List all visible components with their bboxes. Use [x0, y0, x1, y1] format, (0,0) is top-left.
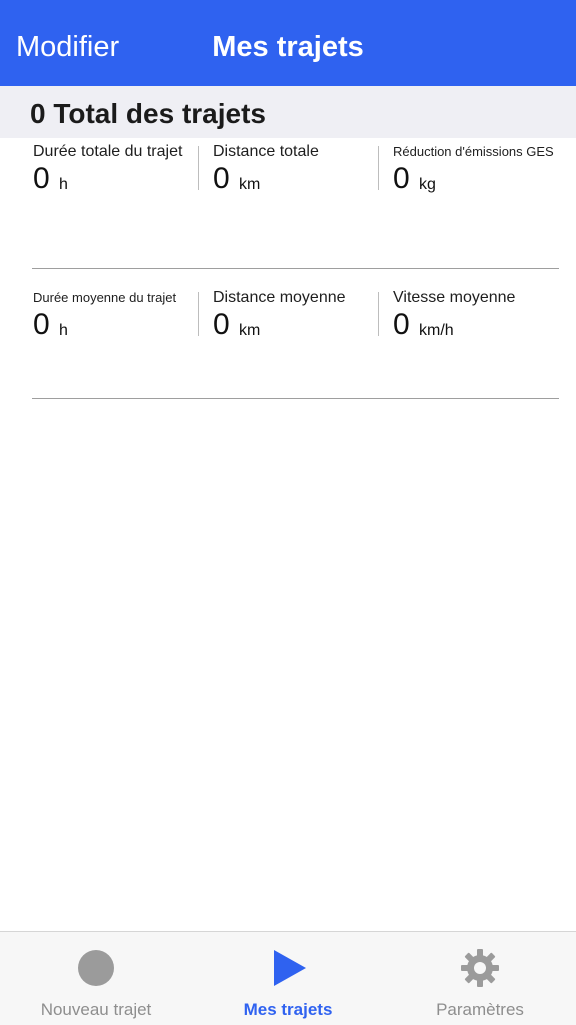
stat-unit: km: [239, 322, 261, 339]
stat-label: Distance totale: [213, 143, 319, 160]
tab-label: Mes trajets: [243, 1000, 333, 1019]
stats-row-averages: [0, 288, 576, 348]
stat-ghg-reduction: [393, 142, 573, 194]
stat-average-duration: [33, 288, 198, 340]
edit-button[interactable]: Modifier: [16, 31, 120, 63]
total-trips-label: 0 Total des trajets: [30, 98, 267, 129]
stat-unit: kg: [419, 176, 436, 193]
stat-unit: h: [59, 176, 68, 193]
row-divider: [32, 268, 559, 269]
tab-label: Nouveau trajet: [40, 1000, 152, 1019]
gear-icon: [460, 948, 500, 988]
record-circle-icon: [76, 948, 116, 988]
tab-my-trips[interactable]: [192, 932, 384, 1025]
stats-row-totals: [0, 142, 576, 202]
column-divider: [198, 146, 199, 190]
tab-settings[interactable]: [384, 932, 576, 1025]
tab-new-trip[interactable]: [0, 932, 192, 1025]
navigation-bar: [0, 0, 576, 86]
stat-label: Durée totale du trajet: [33, 143, 183, 160]
stat-unit: km/h: [419, 322, 454, 339]
stat-value: 0: [393, 308, 410, 341]
stat-average-distance: [213, 288, 373, 340]
column-divider: [378, 292, 379, 336]
stat-average-speed: [393, 288, 573, 340]
column-divider: [198, 292, 199, 336]
stat-label: Distance moyenne: [213, 289, 346, 306]
stat-label: Réduction d'émissions GES: [393, 144, 554, 159]
row-divider: [32, 398, 559, 399]
tab-label: Paramètres: [436, 1000, 524, 1019]
stat-total-duration: [33, 142, 198, 194]
stat-unit: h: [59, 322, 68, 339]
stat-value: 0: [33, 162, 50, 195]
summary-bar: [0, 86, 576, 138]
tab-bar: [0, 931, 576, 1025]
stat-label: Durée moyenne du trajet: [33, 290, 177, 305]
stat-value: 0: [213, 162, 230, 195]
play-icon: [268, 948, 308, 988]
stat-value: 0: [393, 162, 410, 195]
stat-value: 0: [213, 308, 230, 341]
column-divider: [378, 146, 379, 190]
stat-label: Vitesse moyenne: [393, 289, 516, 306]
page-title: Mes trajets: [212, 31, 364, 63]
stat-value: 0: [33, 308, 50, 341]
stat-total-distance: [213, 142, 373, 194]
stat-unit: km: [239, 176, 261, 193]
